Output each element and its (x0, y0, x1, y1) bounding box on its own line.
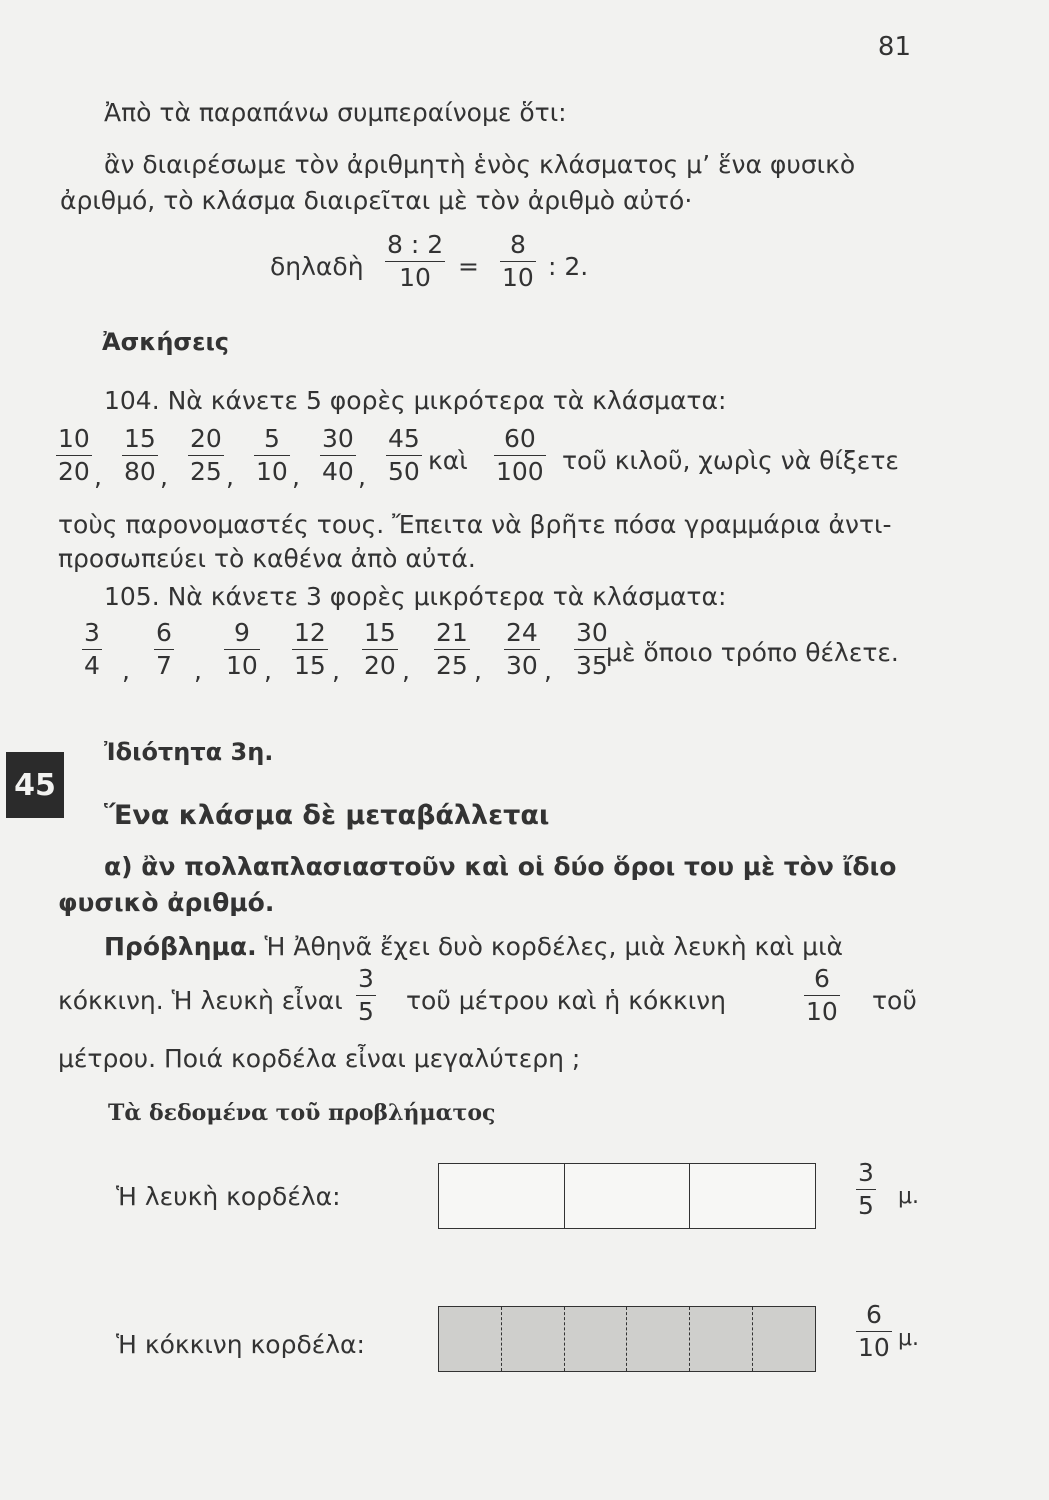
fraction-denominator: 20 (364, 651, 396, 680)
fraction-numerator: 12 (294, 618, 326, 647)
fraction-numerator: 15 (364, 618, 396, 647)
property-heading: Ἕνα κλάσμα δὲ μεταβάλλεται (104, 800, 550, 831)
ribbon-segment (565, 1164, 691, 1228)
ribbon-segment (439, 1307, 502, 1371)
red-ribbon-denominator: 10 (858, 1333, 890, 1362)
formula-fraction-1 (385, 232, 445, 290)
fraction-bar (154, 649, 174, 650)
fraction-numerator: 6 (156, 618, 172, 647)
red-ribbon-bar (438, 1306, 816, 1372)
ribbon-segment (565, 1307, 628, 1371)
fraction-bar (254, 455, 290, 456)
white-ribbon-label: Ἡ λευκὴ κορδέλα: (116, 1182, 341, 1211)
exercise-104-tail: τοῦ κιλοῦ, χωρὶς νὰ θίξετε (562, 446, 899, 475)
red-ribbon-numerator: 6 (865, 1300, 882, 1329)
formula-fraction-1-numerator: 8 : 2 (387, 230, 444, 259)
fraction-bar (856, 1331, 892, 1332)
fraction-numerator: 15 (124, 424, 156, 453)
problem-line-2a: κόκκινη. Ἡ λευκὴ εἶναι (58, 986, 343, 1015)
property-title: Ἰδιότητα 3η. (104, 738, 274, 766)
fraction (188, 426, 224, 484)
fraction-bar (82, 649, 102, 650)
exercise-105-tail: μὲ ὅποιο τρόπο θέλετε. (606, 638, 899, 667)
fraction-denominator: 30 (506, 651, 538, 680)
fraction-separator: , (332, 656, 340, 685)
white-ribbon-fraction (856, 1160, 876, 1218)
fraction-bar (292, 649, 328, 650)
fraction-numerator: 60 (503, 424, 536, 453)
fraction-denominator: 50 (388, 457, 420, 486)
fraction-denominator: 80 (124, 457, 156, 486)
ribbon-segment (627, 1307, 690, 1371)
fraction-separator: , (160, 462, 168, 491)
fraction (574, 620, 610, 678)
formula-fraction-2-numerator: 8 (509, 230, 526, 259)
fraction-separator: , (292, 462, 300, 491)
fraction-bar (500, 261, 536, 262)
ribbon-segment (439, 1164, 565, 1228)
fraction-denominator: 100 (496, 457, 544, 486)
ribbon-segment (502, 1307, 565, 1371)
fraction-bar (56, 455, 92, 456)
fraction-denominator: 35 (576, 651, 608, 680)
fraction-denominator: 15 (294, 651, 326, 680)
exercise-104-line-3: τοὺς παρονομαστές τους. Ἔπειτα νὰ βρῆτε πόσα γραμμάρια ἀντι- (58, 510, 892, 539)
fraction-separator: , (402, 656, 410, 685)
white-ribbon-bar (438, 1163, 816, 1229)
problem-fraction-red-denominator: 10 (806, 997, 838, 1026)
fraction-numerator: 20 (190, 424, 222, 453)
fraction-bar (320, 455, 356, 456)
page-number: 81 (877, 32, 911, 62)
ribbon-segment (690, 1164, 815, 1228)
fraction-numerator: 10 (58, 424, 90, 453)
section-tab-badge: 45 (6, 752, 64, 818)
fraction-numerator: 3 (84, 618, 100, 647)
fraction (494, 426, 546, 484)
fraction-denominator: 10 (226, 651, 258, 680)
fraction-bar (224, 649, 260, 650)
fraction-bar (504, 649, 540, 650)
problem-fraction-red-numerator: 6 (813, 964, 830, 993)
fraction-bar (362, 649, 398, 650)
fraction-separator: , (122, 656, 130, 685)
exercises-title: Ἀσκήσεις (102, 328, 230, 356)
white-ribbon-denominator: 5 (858, 1191, 874, 1220)
fraction-denominator: 40 (322, 457, 354, 486)
fraction-bar (574, 649, 610, 650)
formula-fraction-2-denominator: 10 (502, 263, 534, 292)
fraction-separator: , (544, 656, 552, 685)
fraction-bar (122, 455, 158, 456)
fraction-bar (804, 995, 840, 996)
fraction (434, 620, 470, 678)
fraction-denominator: 25 (190, 457, 222, 486)
problem-fraction-white-denominator: 5 (358, 997, 374, 1026)
red-ribbon-fraction (856, 1302, 892, 1360)
fraction (254, 426, 290, 484)
fraction-denominator: 4 (84, 651, 100, 680)
problem-line-3: μέτρου. Ποιά κορδέλα εἶναι μεγαλύτερη ; (58, 1044, 581, 1073)
problem-fraction-red (804, 966, 840, 1024)
fraction-numerator: 30 (322, 424, 354, 453)
fraction-numerator: 45 (388, 424, 420, 453)
red-ribbon-unit: μ. (898, 1326, 919, 1351)
problem-line-1 (104, 932, 843, 961)
intro-line-1: Ἀπὸ τὰ παραπάνω συμπεραίνομε ὅτι: (104, 98, 567, 127)
fraction-numerator: 24 (506, 618, 538, 647)
fraction-separator: , (474, 656, 482, 685)
fraction-bar (385, 261, 445, 262)
fraction-denominator: 7 (156, 651, 172, 680)
problem-line-1-text: Ἡ Ἀθηνᾶ ἔχει δυὸ κορδέλες, μιὰ λευκὴ καὶ μιὰ (264, 932, 844, 961)
problem-fraction-white-numerator: 3 (358, 964, 374, 993)
fraction-bar (494, 455, 546, 456)
fraction (386, 426, 422, 484)
fraction-separator: , (358, 462, 366, 491)
fraction-separator: , (226, 462, 234, 491)
fraction (82, 620, 102, 678)
problem-label: Πρόβλημα. (104, 932, 257, 961)
property-a-line-1: α) ἂν πολλαπλασιαστοῦν καὶ οἱ δύο ὅροι του μὲ τὸν ἴδιο (104, 852, 897, 881)
fraction (154, 620, 174, 678)
fraction-bar (856, 1189, 876, 1190)
exercise-104-and: καὶ (428, 446, 468, 475)
fraction (224, 620, 260, 678)
property-a-line-2: φυσικὸ ἀριθμό. (58, 888, 275, 917)
fraction-bar (188, 455, 224, 456)
red-ribbon-label: Ἡ κόκκινη κορδέλα: (116, 1330, 365, 1359)
exercise-104-line-4: προσωπεύει τὸ καθένα ἀπὸ αὐτά. (58, 544, 476, 573)
fraction (362, 620, 398, 678)
formula-equals: = (458, 252, 479, 281)
intro-line-3: ἀριθμό, τὸ κλάσμα διαιρεῖται μὲ τὸν ἀριθμὸ αὐτό· (60, 186, 693, 215)
problem-line-2b: τοῦ μέτρου καὶ ἡ κόκκινη (406, 986, 726, 1015)
fraction (56, 426, 92, 484)
fraction (122, 426, 158, 484)
problem-line-2c: τοῦ (872, 986, 917, 1015)
intro-line-2: ἂν διαιρέσωμε τὸν ἀριθμητὴ ἑνὸς κλάσματος μ’ ἕνα φυσικὸ (104, 150, 856, 179)
fraction-numerator: 9 (233, 618, 250, 647)
white-ribbon-numerator: 3 (858, 1158, 874, 1187)
fraction-bar (434, 649, 470, 650)
fraction-denominator: 10 (256, 457, 288, 486)
formula-fraction-2 (500, 232, 536, 290)
ribbon-segment (690, 1307, 753, 1371)
data-title: Τὰ δεδομένα τοῦ προβλήματος (108, 1100, 496, 1126)
fraction-numerator: 5 (263, 424, 280, 453)
white-ribbon-unit: μ. (898, 1184, 919, 1209)
fraction (292, 620, 328, 678)
formula-prefix: δηλαδὴ (270, 252, 364, 281)
fraction-bar (356, 995, 376, 996)
ribbon-segment (753, 1307, 815, 1371)
fraction-bar (386, 455, 422, 456)
fraction-separator: , (194, 656, 202, 685)
exercise-104-line-1: 104. Νὰ κάνετε 5 φορὲς μικρότερα τὰ κλάσματα: (104, 386, 727, 415)
formula-suffix: : 2. (548, 252, 589, 281)
exercise-105-line-1: 105. Νὰ κάνετε 3 φορὲς μικρότερα τὰ κλάσματα: (104, 582, 727, 611)
fraction-numerator: 21 (436, 618, 468, 647)
problem-fraction-white (356, 966, 376, 1024)
formula-fraction-1-denominator: 10 (399, 263, 431, 292)
fraction-denominator: 20 (58, 457, 90, 486)
fraction-separator: , (94, 462, 102, 491)
fraction (320, 426, 356, 484)
fraction-denominator: 25 (436, 651, 468, 680)
fraction-numerator: 30 (576, 618, 608, 647)
fraction-separator: , (264, 656, 272, 685)
fraction (504, 620, 540, 678)
